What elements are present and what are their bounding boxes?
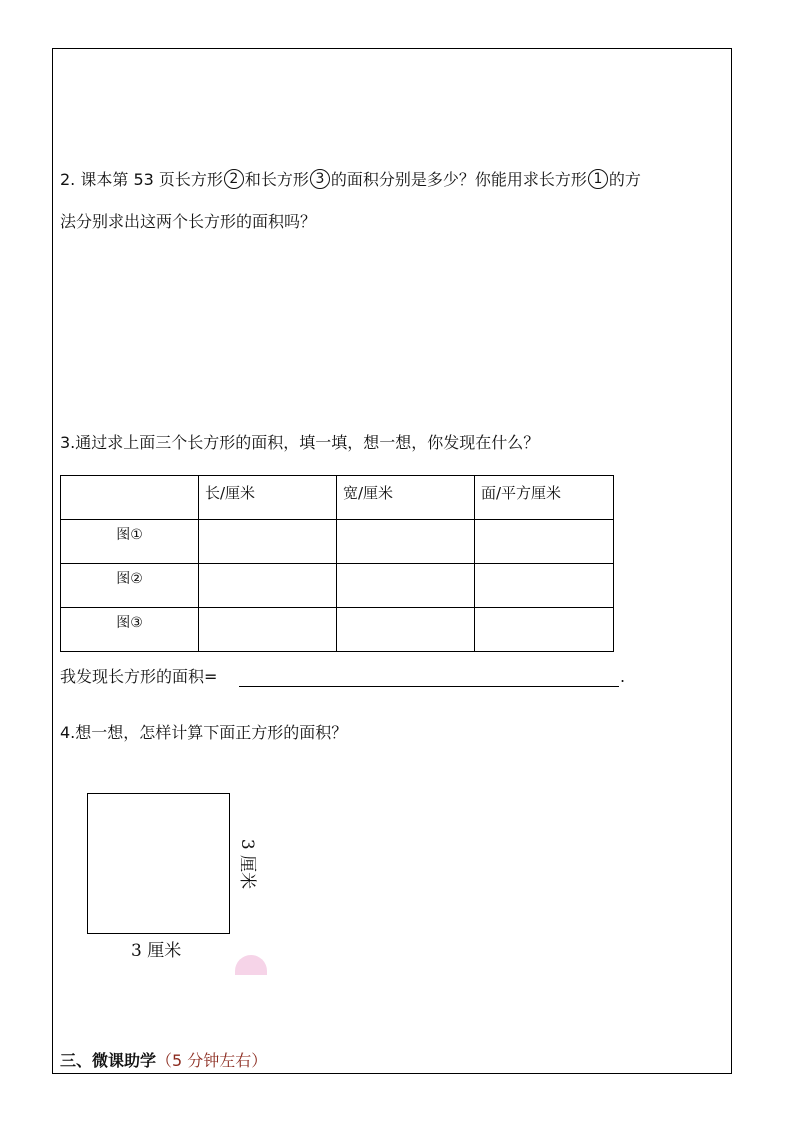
table-header-cell: 面/平方厘米 — [475, 476, 614, 520]
question-2-text-a: 2. 课本第 53 页长方形 — [60, 170, 223, 189]
square-figure — [87, 793, 230, 934]
question-3-text: 3.通过求上面三个长方形的面积，填一填，想一想，你发现在什么？ — [60, 433, 540, 452]
circled-number-3: 3 — [310, 169, 330, 189]
discovery-answer-line[interactable] — [239, 686, 619, 687]
rectangle-data-table — [60, 475, 614, 652]
question-4-text: 4.想一想，怎样计算下面正方形的面积？ — [60, 723, 348, 742]
table-cell-input[interactable] — [337, 520, 475, 564]
table-header-row — [61, 476, 614, 520]
table-row-label: 图③ — [61, 608, 199, 652]
table-cell-input[interactable] — [337, 608, 475, 652]
table-cell-input[interactable] — [475, 520, 614, 564]
discovery-period: . — [620, 667, 626, 686]
table-cell-input[interactable] — [337, 564, 475, 608]
table-row-label: 图② — [61, 564, 199, 608]
section-3-heading — [60, 1050, 267, 1072]
question-2-text-b: 和长方形 — [244, 170, 309, 189]
question-2-line-1 — [60, 169, 641, 191]
table-cell-input[interactable] — [475, 608, 614, 652]
table-cell-input[interactable] — [199, 608, 337, 652]
section-3-title: 三、微课助学 — [60, 1051, 157, 1070]
table-cell-input[interactable] — [199, 564, 337, 608]
table-header-cell: 长/厘米 — [199, 476, 337, 520]
question-2-line-2: 法分别求出这两个长方形的面积吗？ — [60, 212, 317, 231]
square-bottom-dimension: 3 厘米 — [131, 941, 182, 961]
table-header-cell — [61, 476, 199, 520]
discovery-label: 我发现长方形的面积= — [60, 667, 218, 686]
table-row-label: 图① — [61, 520, 199, 564]
square-side-dimension: 3 厘米 — [237, 838, 257, 890]
circled-number-1: 1 — [588, 169, 608, 189]
circled-number-2: 2 — [224, 169, 244, 189]
table-row — [61, 608, 614, 652]
question-2-text-c: 的面积分别是多少？你能用求长方形 — [330, 170, 587, 189]
table-row — [61, 520, 614, 564]
section-3-duration-note: （5 分钟左右） — [156, 1051, 268, 1070]
table-cell-input[interactable] — [199, 520, 337, 564]
question-2-text-d: 的方 — [608, 170, 641, 189]
table-header-cell: 宽/厘米 — [337, 476, 475, 520]
table-cell-input[interactable] — [475, 564, 614, 608]
table-row — [61, 564, 614, 608]
